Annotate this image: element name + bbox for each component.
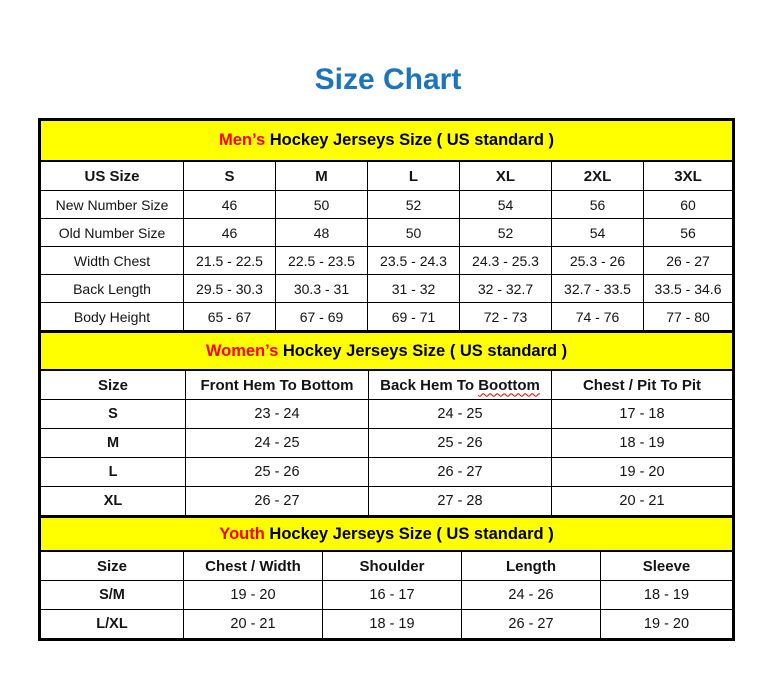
cell: 69 - 71 xyxy=(368,303,460,332)
cell: 54 xyxy=(552,219,644,247)
table-row xyxy=(40,191,734,219)
page-title: Size Chart xyxy=(314,63,462,96)
cell: 46 xyxy=(184,219,276,247)
table-row xyxy=(40,610,734,640)
cell: 22.5 - 23.5 xyxy=(276,247,368,275)
youth-table-heading xyxy=(40,517,734,552)
table-row xyxy=(40,517,734,552)
col-header: 2XL xyxy=(552,161,644,191)
mens-heading-rest: Hockey Jerseys Size ( US standard ) xyxy=(265,131,555,149)
cell: 60 xyxy=(644,191,734,219)
cell: 21.5 - 22.5 xyxy=(184,247,276,275)
youth-size-table xyxy=(38,515,735,641)
cell: 54 xyxy=(460,191,552,219)
col-header: Size xyxy=(40,370,186,400)
cell: 46 xyxy=(184,191,276,219)
cell: 77 - 80 xyxy=(644,303,734,332)
cell: 16 - 17 xyxy=(323,581,462,610)
womens-table-heading xyxy=(40,332,734,371)
table-row xyxy=(40,581,734,610)
cell: 65 - 67 xyxy=(184,303,276,332)
cell: 20 - 21 xyxy=(552,487,734,517)
row-label: L xyxy=(40,458,186,487)
cell: 26 - 27 xyxy=(644,247,734,275)
table-row xyxy=(40,120,734,162)
womens-heading-rest: Hockey Jerseys Size ( US standard ) xyxy=(278,341,568,360)
cell: 50 xyxy=(368,219,460,247)
col-header: 3XL xyxy=(644,161,734,191)
cell: 19 - 20 xyxy=(601,610,734,640)
row-label: New Number Size xyxy=(40,191,184,219)
col-header: M xyxy=(276,161,368,191)
cell: 18 - 19 xyxy=(601,581,734,610)
col-header: Size xyxy=(40,551,184,581)
col-header: S xyxy=(184,161,276,191)
table-row xyxy=(40,551,734,581)
col-header: Chest / Pit To Pit xyxy=(552,370,734,400)
cell: 56 xyxy=(552,191,644,219)
cell: 31 - 32 xyxy=(368,275,460,303)
cell: 50 xyxy=(276,191,368,219)
cell: 27 - 28 xyxy=(369,487,552,517)
col-header: Chest / Width xyxy=(184,551,323,581)
cell: 29.5 - 30.3 xyxy=(184,275,276,303)
misspelled-word: Boottom xyxy=(478,376,540,394)
cell: 25 - 26 xyxy=(369,429,552,458)
row-label: Width Chest xyxy=(40,247,184,275)
table-row xyxy=(40,303,734,332)
cell: 26 - 27 xyxy=(462,610,601,640)
table-row xyxy=(40,370,734,400)
table-row xyxy=(40,161,734,191)
table-row xyxy=(40,332,734,371)
col-header: Shoulder xyxy=(323,551,462,581)
cell: 26 - 27 xyxy=(369,458,552,487)
mens-heading-highlight: Men’s xyxy=(218,131,266,149)
row-label: S xyxy=(40,400,186,429)
cell: 20 - 21 xyxy=(184,610,323,640)
table-row xyxy=(40,247,734,275)
cell: 52 xyxy=(460,219,552,247)
table-row xyxy=(40,487,734,517)
table-row xyxy=(40,400,734,429)
col-header: Front Hem To Bottom xyxy=(186,370,369,400)
cell: 18 - 19 xyxy=(323,610,462,640)
cell: 23 - 24 xyxy=(186,400,369,429)
cell: 23.5 - 24.3 xyxy=(368,247,460,275)
cell: 52 xyxy=(368,191,460,219)
col-header: XL xyxy=(460,161,552,191)
table-row xyxy=(40,219,734,247)
cell: 33.5 - 34.6 xyxy=(644,275,734,303)
row-label: XL xyxy=(40,487,186,517)
col-header-text: Back Hem To xyxy=(380,376,479,394)
row-label: Back Length xyxy=(40,275,184,303)
row-label: Body Height xyxy=(40,303,184,332)
womens-heading-highlight: Women’s xyxy=(205,341,279,360)
table-row xyxy=(40,429,734,458)
cell: 24 - 25 xyxy=(186,429,369,458)
cell: 25 - 26 xyxy=(186,458,369,487)
table-row xyxy=(40,275,734,303)
cell: 72 - 73 xyxy=(460,303,552,332)
cell: 19 - 20 xyxy=(184,581,323,610)
cell: 56 xyxy=(644,219,734,247)
row-label: M xyxy=(40,429,186,458)
cell: 18 - 19 xyxy=(552,429,734,458)
womens-size-table xyxy=(38,330,735,518)
row-label: Old Number Size xyxy=(40,219,184,247)
cell: 24 - 25 xyxy=(369,400,552,429)
col-header: US Size xyxy=(40,161,184,191)
cell: 74 - 76 xyxy=(552,303,644,332)
cell: 67 - 69 xyxy=(276,303,368,332)
col-header: L xyxy=(368,161,460,191)
cell: 17 - 18 xyxy=(552,400,734,429)
cell: 24 - 26 xyxy=(462,581,601,610)
cell: 32.7 - 33.5 xyxy=(552,275,644,303)
cell: 30.3 - 31 xyxy=(276,275,368,303)
row-label: S/M xyxy=(40,581,184,610)
row-label: L/XL xyxy=(40,610,184,640)
table-row xyxy=(40,458,734,487)
cell: 26 - 27 xyxy=(186,487,369,517)
youth-heading-highlight: Youth xyxy=(219,524,265,543)
col-header: Sleeve xyxy=(601,551,734,581)
mens-size-table xyxy=(38,118,735,333)
cell: 32 - 32.7 xyxy=(460,275,552,303)
cell: 48 xyxy=(276,219,368,247)
col-header: Length xyxy=(462,551,601,581)
mens-table-heading xyxy=(40,120,734,162)
cell: 19 - 20 xyxy=(552,458,734,487)
cell: 24.3 - 25.3 xyxy=(460,247,552,275)
cell: 25.3 - 26 xyxy=(552,247,644,275)
col-header xyxy=(369,370,552,400)
youth-heading-rest: Hockey Jerseys Size ( US standard ) xyxy=(264,524,554,543)
